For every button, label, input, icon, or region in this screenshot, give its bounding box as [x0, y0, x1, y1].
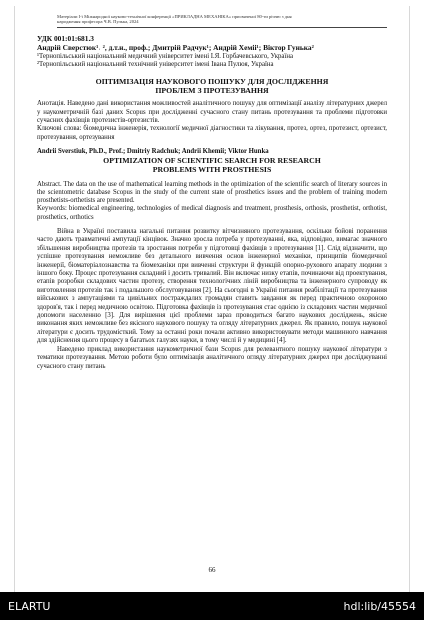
abstract-en: Abstract. The data on the use of mathematical learning methods in the optimization of the scientific search of literary sources in the scientometric database Scopus in the study of the current state of prosthetics issues and the problem of training modern prosthetists-orthetists are presented.	[37, 180, 387, 205]
repository-footer	[0, 592, 424, 620]
udk-code: УДК 001:01:681.3	[37, 33, 94, 43]
conference-header	[57, 14, 387, 28]
header-line-1: Матеріали I-ї Міжнародної науково-технічної конференції «ПРИКЛАДНА МЕХАНІКА» присвяченої 80-ти річчю з дня	[57, 14, 292, 19]
repository-name: ELARTU	[8, 599, 51, 613]
abstract-ua: Анотація. Наведено дані використання можливостей аналітичного пошуку для оптимізації аналізу літературних джерел у наукометричній базі даних Scopus при дослідженні сучасного стану питань протезування та проблеми підготовки сучасних фахівців протезистів-ортезистів.	[37, 100, 387, 125]
title-ua	[37, 77, 387, 95]
header-line-2: народження професора Ч.В. Пулька, 2024	[57, 19, 139, 25]
page-number: 66	[208, 566, 216, 574]
document-page	[14, 6, 410, 592]
title-ua-line-2: ПРОБЛЕМ З ПРОТЕЗУВАННЯ	[155, 86, 269, 96]
title-en-line-2: PROBLEMS WITH PROSTHESIS	[152, 165, 272, 175]
authors-ua: Андрій Сверстюк¹˒ ², д.т.н., проф.; Дмитрій Радчук¹; Андрій Хеміі¹; Віктор Гунька²	[37, 42, 314, 52]
handle-id[interactable]: hdl:lib/45554	[343, 599, 416, 613]
affiliation-2: ²Тернопільський національний технічний університет імені Івана Пулюя, Україна	[37, 60, 274, 68]
keywords-ua: Ключові слова: біомедична інженерія, технології медичної діагностики та лікування, протез, ортез, протезист, ортезист, протезування, ортезування	[37, 125, 387, 141]
title-ua-line-1: ОПТИМІЗАЦІЯ НАУКОВОГО ПОШУКУ ДЛЯ ДОСЛІДЖЕННЯ	[95, 77, 329, 87]
affiliation-1: ¹Тернопільський національний медичний університет імені І.Я. Горбачевського, Україна	[37, 52, 293, 60]
authors-en: Andrii Sverstiuk, Ph.D., Prof.; Dmitriy Radchuk; Andrii Khemii; Viktor Hunka	[37, 147, 269, 155]
keywords-en: Keywords: biomedical engineering, technologies of medical diagnosis and treatment, prosthesis, orthosis, prosthetist, orthotist, prosthetics, orthotics	[37, 205, 387, 221]
title-en-line-1: OPTIMIZATION OF SCIENTIFIC SEARCH FOR RESEARCH	[103, 156, 321, 166]
body-paragraph-2: Наведено приклад використання наукометричної бази Scopus для релевантного пошуку наукової літератури з тематики протезування. Метою роботи було оптимізація аналітичного огляду літературних джерел при досліджуванні сучасного стану питань	[37, 345, 387, 370]
body-paragraph-1: Війна в Україні поставила нагальні питання розвитку вітчизняного протезування, оскільки бойові поранення часто дають травматичні ампутації кінцівок. Значно зросла потреба у протезуванні, яка, відповідно, вимагає значного збільшення виробництва протезів та зростання потреби у підготовці фахівців з протезування [1]. Слід відзначити, що успішне протезування неможливе без детального вивчення основ інженерної механіки, принципів біомедичної інженерії, біоматеріалознавства та біомеханіки при вивченні структури й функцій опорно-рухового апарату людини з іншого боку. Процес протезування складний і досить тривалий. Він включає низку етапів, починаючи від проектування, етапів розробки складових частин протезу, створення технологічних ліній виробництва та інженерного супроводу як виготовлення протезів так і подальшого обслуговування [2]. На сьогодні в Україні питання реабілітації та протезування військових з ампутаціями та цивільних постраждалих громадян ставить завдання як перед практичною охороною здоров'я, так і перед медичною освітою. Підготовка фахівців із протезування стає однією із складових частин медичної допомоги населенню [3]. Для вирішення цієї проблеми зараз проводиться багато наукових досліджень, якісне виконання яких неможливе без якісного наукового пошуку та огляду літературних джерел. Як правило, пошук наукової літератури є досить трудомісткий. Тому за останні роки почали активно використовувати методи машинного навчання для здійснення цього процесу в багатьох галузях науки, в тому числі й у медицині [4].	[37, 228, 387, 345]
title-en	[37, 156, 387, 174]
